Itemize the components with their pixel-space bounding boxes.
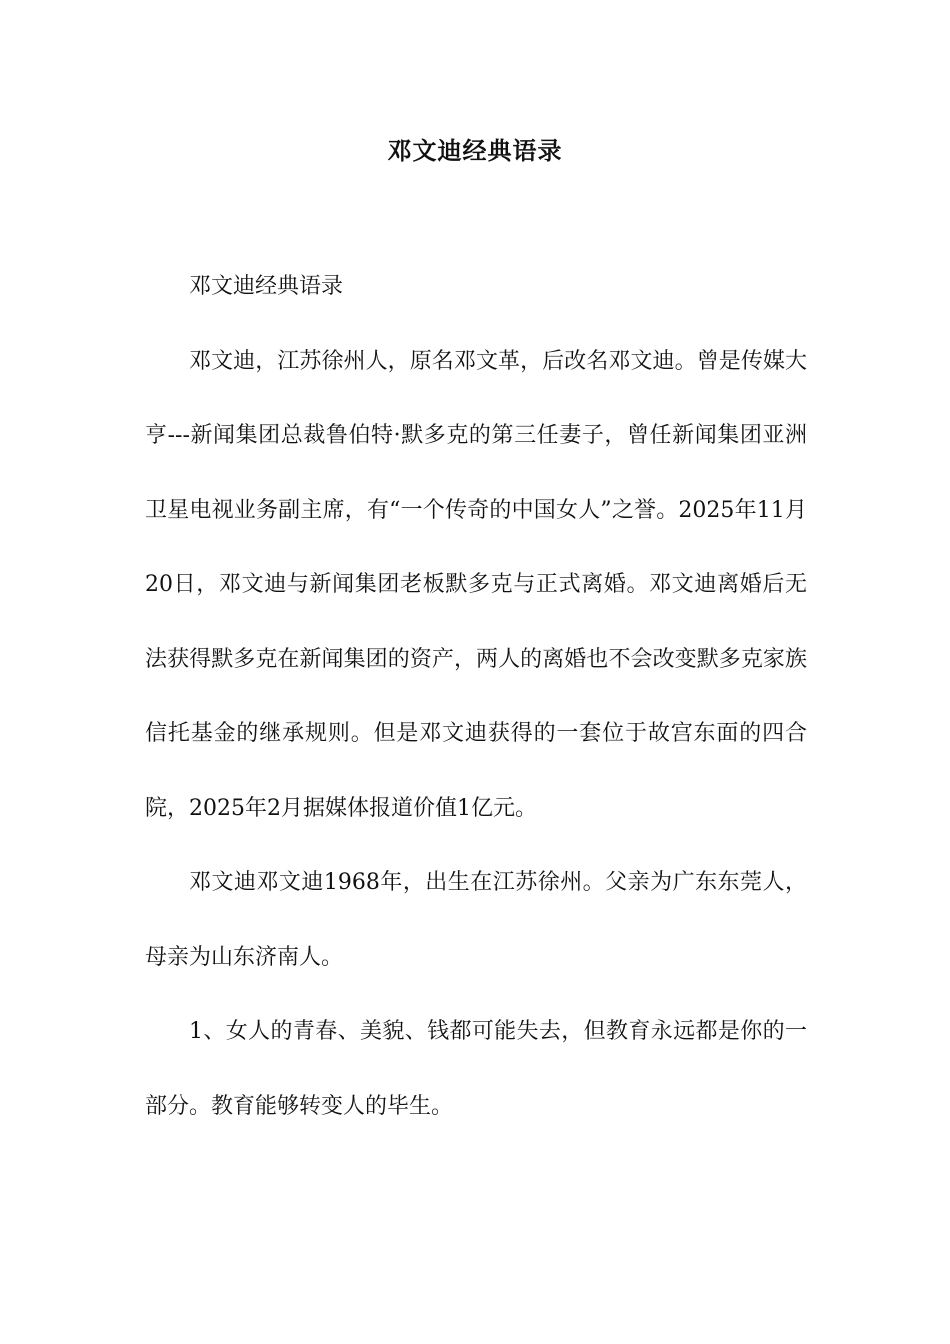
paragraph-quote-1: 1、女人的青春、美貌、钱都可能失去，但教育永远都是你的一部分。教育能够转变人的毕生。 — [145, 1019, 807, 1119]
paragraph-biography: 邓文迪，江苏徐州人，原名邓文革，后改名邓文迪。曾是传媒大亨---新闻集团总裁鲁伯特·默多克的第三任妻子，曾任新闻集团亚洲卫星电视业务副主席，有“一个传奇的中国女人”之誉。2025年11月20日，邓文迪与新闻集团老板默多克与正式离婚。邓文迪离婚后无法获得默多克在新闻集团的资产，两人的离婚也不会改变默多克家族信托基金的继承规则。但是邓文迪获得的一套位于故宫东面的四合院，2025年2月据媒体报道价值1亿元。 — [145, 348, 807, 821]
paragraph-birth: 邓文迪邓文迪1968年，出生在江苏徐州。父亲为广东东莞人，母亲为山东济南人。 — [145, 870, 807, 970]
paragraph-heading: 邓文迪经典语录 — [189, 274, 344, 299]
document-body — [145, 250, 807, 1144]
document-title: 邓文迪经典语录 — [387, 136, 563, 165]
